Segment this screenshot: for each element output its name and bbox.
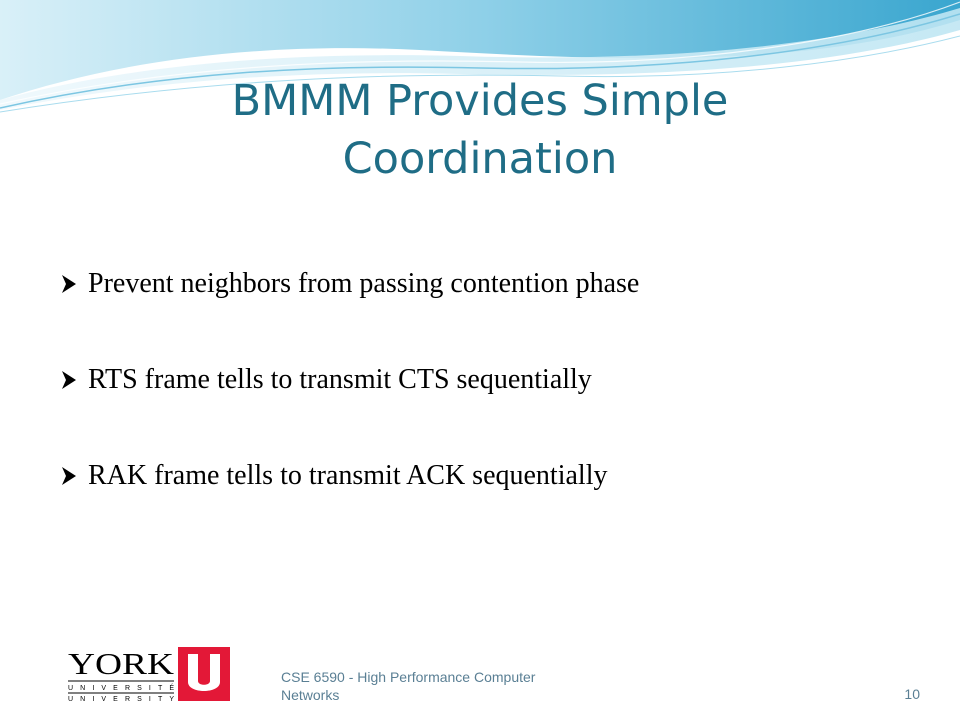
arrowhead-icon bbox=[60, 273, 78, 295]
list-item bbox=[60, 358, 920, 402]
arrowhead-icon bbox=[60, 369, 78, 391]
bullet-text: RTS frame tells to transmit CTS sequentially bbox=[88, 364, 592, 395]
york-university-logo bbox=[66, 644, 236, 704]
course-line-2: Networks bbox=[281, 687, 340, 703]
bullet-text: RAK frame tells to transmit ACK sequentially bbox=[88, 460, 608, 491]
list-item bbox=[60, 454, 920, 498]
slide-title: BMMM Provides Simple Coordination bbox=[231, 76, 729, 184]
bullet-text: Prevent neighbors from passing contention phase bbox=[88, 268, 640, 299]
arrowhead-icon bbox=[60, 465, 78, 487]
course-line-1: CSE 6590 - High Performance Computer bbox=[281, 669, 536, 685]
svg-text:UNIVERSITÉ: UNIVERSITÉ bbox=[68, 685, 174, 692]
course-footer bbox=[281, 668, 601, 704]
svg-text:UNIVERSITY: UNIVERSITY bbox=[68, 696, 174, 703]
list-item bbox=[60, 262, 920, 306]
svg-text:YORK: YORK bbox=[68, 646, 175, 681]
page-number: 10 bbox=[904, 686, 920, 702]
bullet-list bbox=[60, 262, 920, 550]
